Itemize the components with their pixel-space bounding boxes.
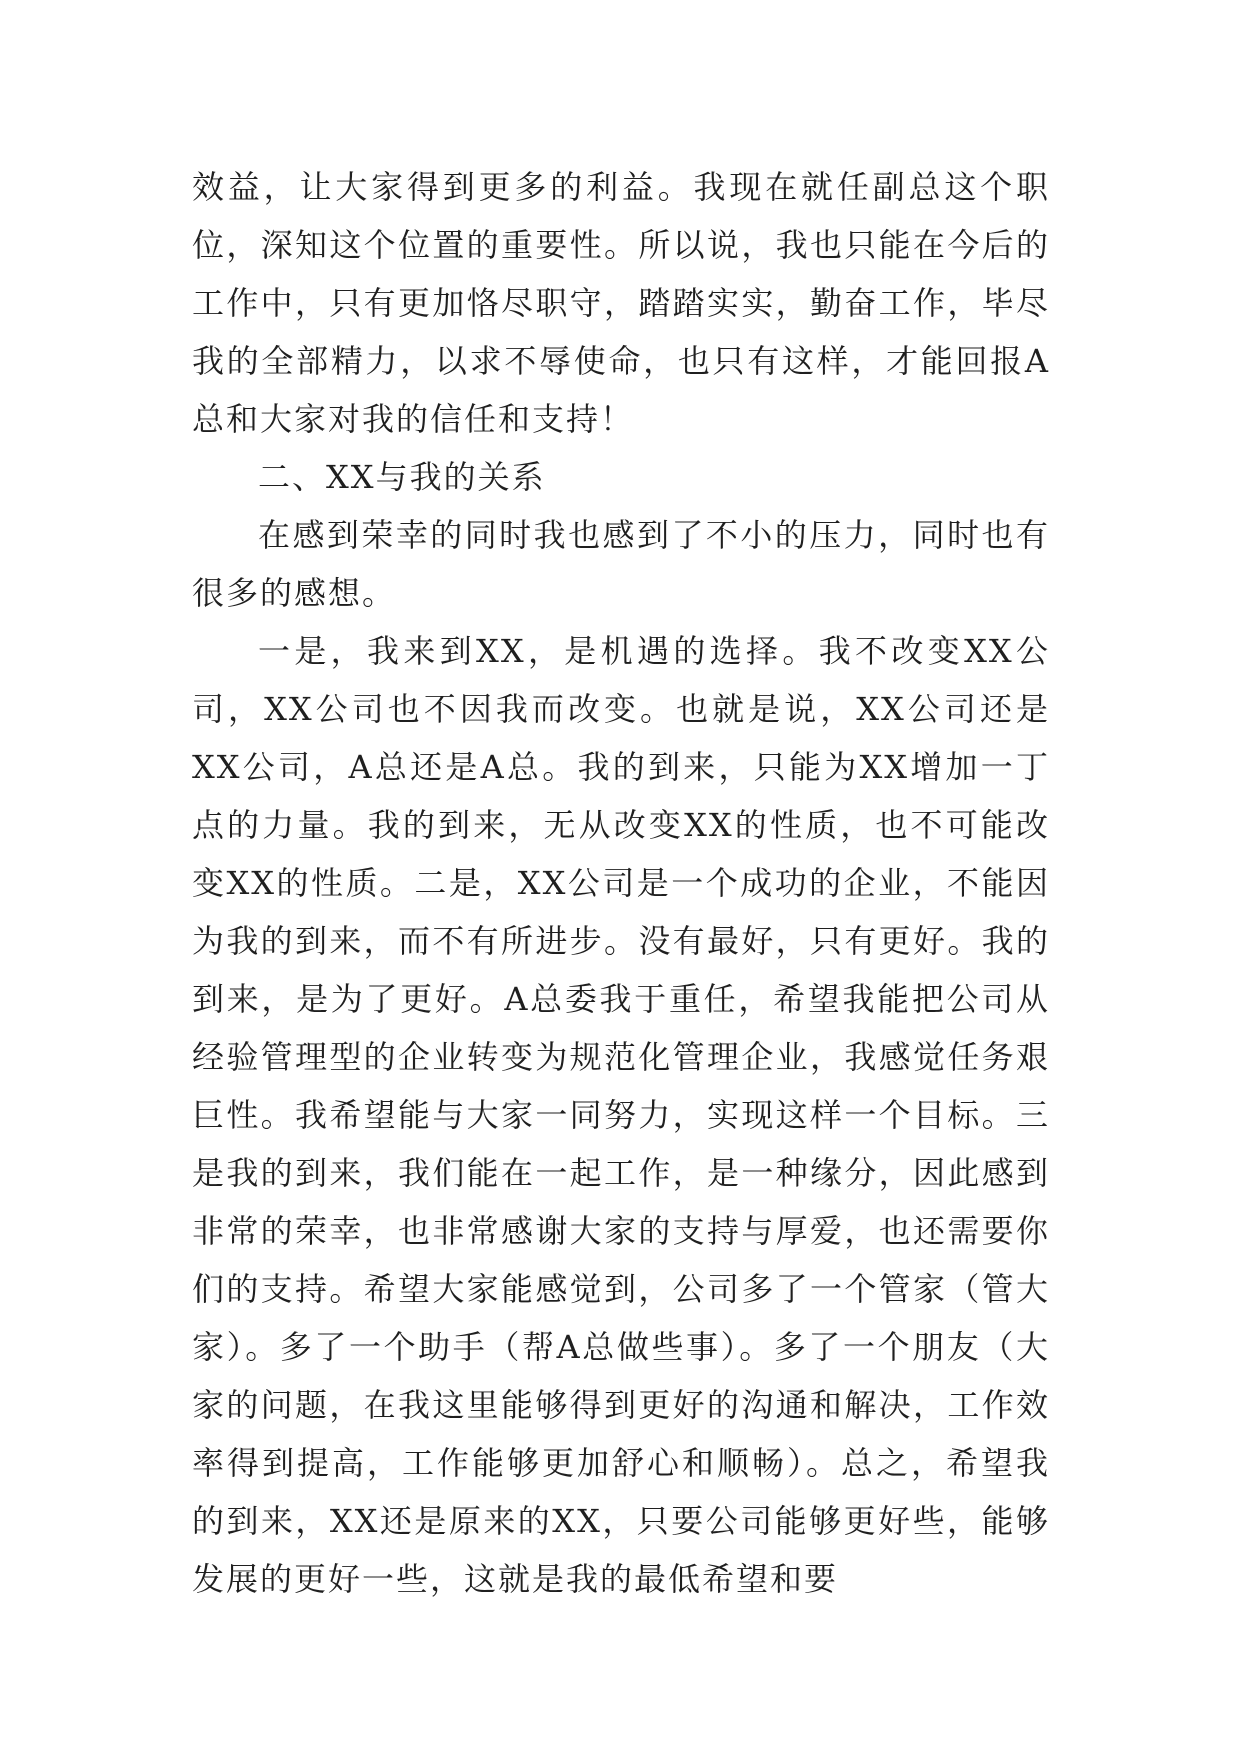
document-body [192,158,1050,1608]
paragraph-feelings: 在感到荣幸的同时我也感到了不小的压力，同时也有很多的感想。 [192,516,1050,612]
paragraph-opening: 效益，让大家得到更多的利益。我现在就任副总这个职位，深知这个位置的重要性。所以说，我也只能在今后的工作中，只有更加恪尽职守，踏踏实实，勤奋工作，毕尽我的全部精力，以求不辱使命，也只有这样，才能回报A总和大家对我的信任和支持！ [192,168,1050,438]
section-heading: 二、XX与我的关系 [258,458,546,496]
paragraph-points: 一是，我来到XX，是机遇的选择。我不改变XX公司，XX公司也不因我而改变。也就是说，XX公司还是XX公司，A总还是A总。我的到来，只能为XX增加一丁点的力量。我的到来，无从改变XX的性质，也不可能改变XX的性质。二是，XX公司是一个成功的企业，不能因为我的到来，而不有所进步。没有最好，只有更好。我的到来，是为了更好。A总委我于重任，希望我能把公司从经验管理型的企业转变为规范化管理企业，我感觉任务艰巨性。我希望能与大家一同努力，实现这样一个目标。三是我的到来，我们能在一起工作，是一种缘分，因此感到非常的荣幸，也非常感谢大家的支持与厚爱，也还需要你们的支持。希望大家能感觉到，公司多了一个管家（管大家）。多了一个助手（帮A总做些事）。多了一个朋友（大家的问题，在我这里能够得到更好的沟通和解决，工作效率得到提高，工作能够更加舒心和顺畅）。总之，希望我的到来，XX还是原来的XX，只要公司能够更好些，能够发展的更好一些，这就是我的最低希望和要 [192,632,1050,1598]
